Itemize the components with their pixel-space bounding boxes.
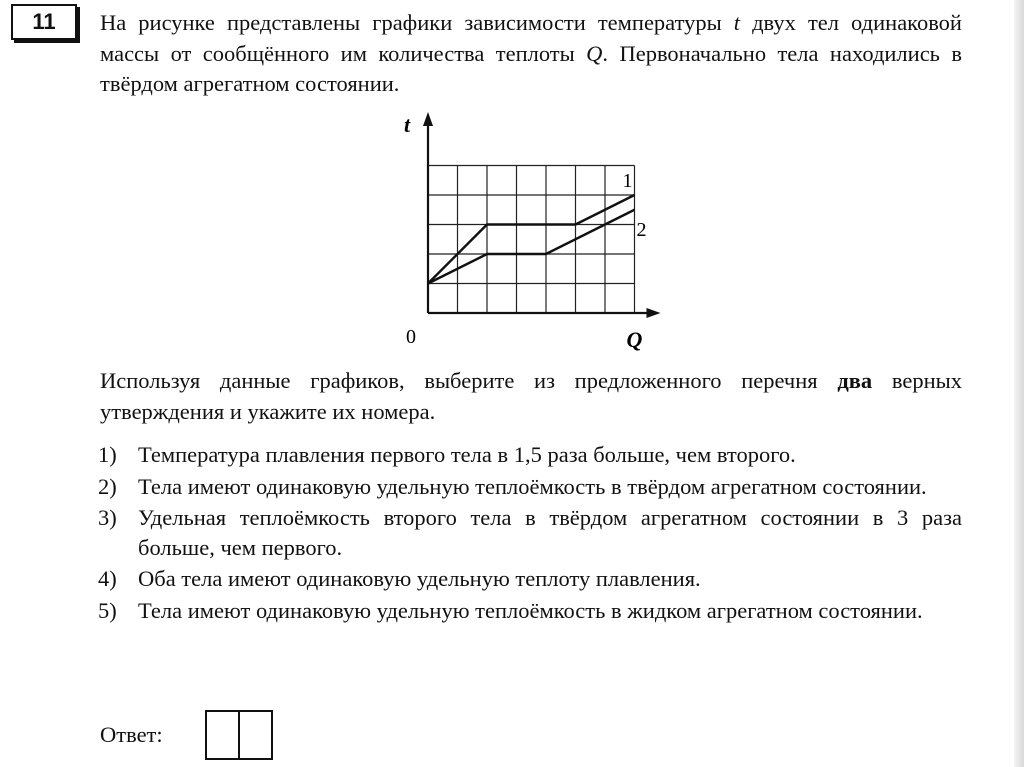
option-number: 4) bbox=[98, 566, 117, 591]
question-text bbox=[100, 366, 962, 427]
option-text: Оба тела имеют одинаковую удельную теплоту плавления. bbox=[138, 566, 701, 591]
graph-series bbox=[428, 170, 647, 284]
option-number: 5) bbox=[98, 597, 117, 623]
y-axis-arrow bbox=[423, 112, 433, 126]
graph-grid bbox=[428, 166, 635, 314]
intro-variable-t: t bbox=[733, 10, 741, 35]
option-item bbox=[98, 472, 962, 502]
intro-variable-q: Q bbox=[586, 40, 603, 66]
origin-label: 0 bbox=[406, 326, 416, 348]
option-number: 3) bbox=[98, 505, 117, 530]
intro-part-3: . Первоначально тела находились в твёрдом агрегатном состоянии. bbox=[100, 40, 962, 96]
option-text: Тела имеют одинаковую удельную теплоёмкость в жидком агрегатном состоянии. bbox=[138, 597, 923, 623]
intro-part-1: На рисунке представлены графики зависимости температуры bbox=[100, 10, 734, 35]
task-intro-text bbox=[100, 8, 962, 100]
answer-boxes bbox=[205, 710, 273, 760]
answer-box-2[interactable] bbox=[238, 710, 273, 760]
intro-part-2: двух тел одинаковой массы от сообщённого им количества теплоты bbox=[100, 10, 962, 66]
task-number-badge: 11 bbox=[11, 4, 77, 40]
question-emphasis: два bbox=[837, 368, 873, 393]
series-label-2: 2 bbox=[636, 218, 647, 241]
option-item bbox=[98, 596, 962, 626]
answer-options-list bbox=[98, 440, 962, 627]
x-axis-arrow bbox=[647, 308, 661, 318]
x-axis-label: Q bbox=[626, 327, 643, 352]
answer-label: Ответ: bbox=[100, 722, 163, 747]
option-item bbox=[98, 503, 962, 562]
question-part-1: Используя данные графиков, выберите из предложенного перечня bbox=[100, 368, 838, 393]
option-text: Тела имеют одинаковую удельную теплоёмкость в твёрдом агрегатном состоянии. bbox=[138, 473, 927, 499]
option-text: Удельная теплоёмкость второго тела в твёрдом агрегатном состоянии в 3 раза больше, чем первого. bbox=[138, 505, 962, 560]
series-line-1 bbox=[428, 195, 635, 284]
series-label-1: 1 bbox=[622, 170, 633, 192]
page-edge bbox=[1014, 0, 1024, 767]
temperature-heat-graph bbox=[380, 108, 680, 358]
option-item bbox=[98, 440, 962, 470]
option-text: Температура плавления первого тела в 1,5 раза больше, чем второго. bbox=[138, 442, 796, 467]
option-item bbox=[98, 564, 962, 594]
option-number: 1) bbox=[98, 442, 117, 467]
y-axis-label: t bbox=[404, 112, 411, 137]
option-number: 2) bbox=[98, 473, 117, 499]
series-line-2 bbox=[428, 210, 635, 284]
answer-box-1[interactable] bbox=[205, 710, 240, 760]
question-part-2: верных утверждения и укажите их номера. bbox=[100, 368, 962, 424]
